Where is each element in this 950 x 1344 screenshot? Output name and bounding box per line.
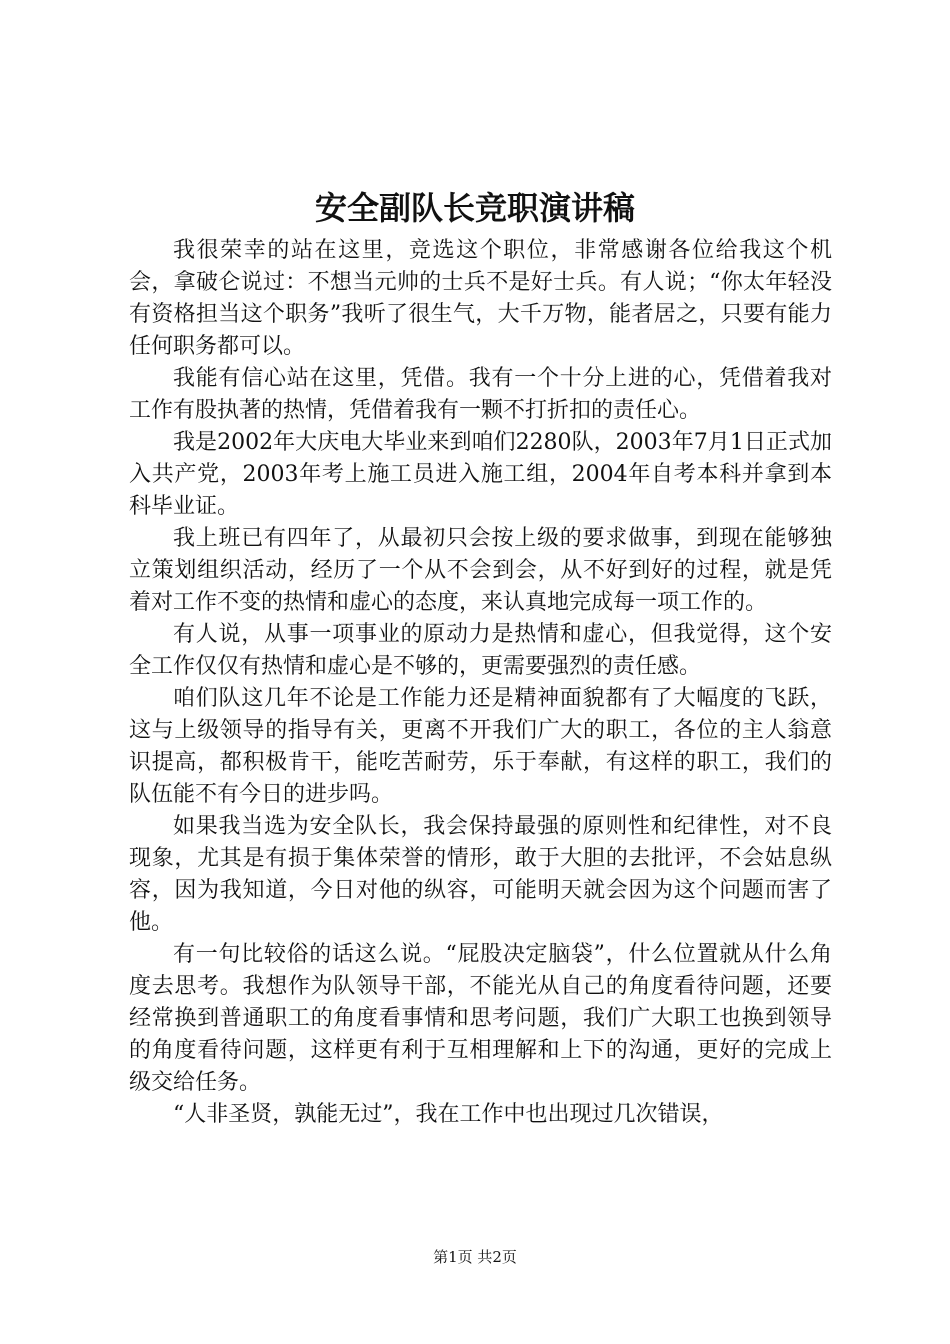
paragraph: 如果我当选为安全队长，我会保持最强的原则性和纪律性，对不良现象，尤其是有损于集体荣誉的情形，敢于大胆的去批评，不会姑息纵容，因为我知道，今日对他的纵容，可能明天就会因为这个问题而害了他。 — [129, 814, 832, 935]
paragraph: 我是2002年大庆电大毕业来到咱们2280队，2003年7月1日正式加入共产党，2003年考上施工员进入施工组，2004年自考本科并拿到本科毕业证。 — [129, 430, 832, 519]
paragraph: 我上班已有四年了，从最初只会按上级的要求做事，到现在能够独立策划组织活动，经历了一个从不会到会，从不好到好的过程，就是凭着对工作不变的热情和虚心的态度，来认真地完成每一项工作的。 — [129, 526, 832, 615]
document-body — [129, 235, 832, 1131]
paragraph: 有人说，从事一项事业的原动力是热情和虚心，但我觉得，这个安全工作仅仅有热情和虚心是不够的，更需要强烈的责任感。 — [129, 622, 832, 679]
document-title: 安全副队长竞职演讲稿 — [314, 189, 635, 227]
paragraph: 我能有信心站在这里，凭借。我有一个十分上进的心，凭借着我对工作有股执著的热情，凭借着我有一颗不打折扣的责任心。 — [129, 366, 832, 423]
paragraph: 我很荣幸的站在这里，竞选这个职位，非常感谢各位给我这个机会，拿破仑说过：不想当元帅的士兵不是好士兵。有人说；“你太年轻没有资格担当这个职务”我听了很生气，大千万物，能者居之，只要有能力任何职务都可以。 — [129, 238, 832, 359]
paragraph: 咱们队这几年不论是工作能力还是精神面貌都有了大幅度的飞跃，这与上级领导的指导有关，更离不开我们广大的职工，各位的主人翁意识提高，都积极肯干，能吃苦耐劳，乐于奉献，有这样的职工，我们的队伍能不有今日的进步吗。 — [129, 686, 832, 807]
paragraph: “人非圣贤，孰能无过”，我在工作中也出现过几次错误， — [173, 1102, 724, 1127]
page-number-footer: 第1页 共2页 — [433, 1248, 517, 1266]
paragraph: 有一句比较俗的话这么说。“屁股决定脑袋”，什么位置就从什么角度去思考。我想作为队领导干部，不能光从自己的角度看待问题，还要经常换到普通职工的角度看事情和思考问题，我们广大职工也换到领导的角度看待问题，这样更有利于互相理解和上下的沟通，更好的完成上级交给任务。 — [129, 942, 832, 1095]
